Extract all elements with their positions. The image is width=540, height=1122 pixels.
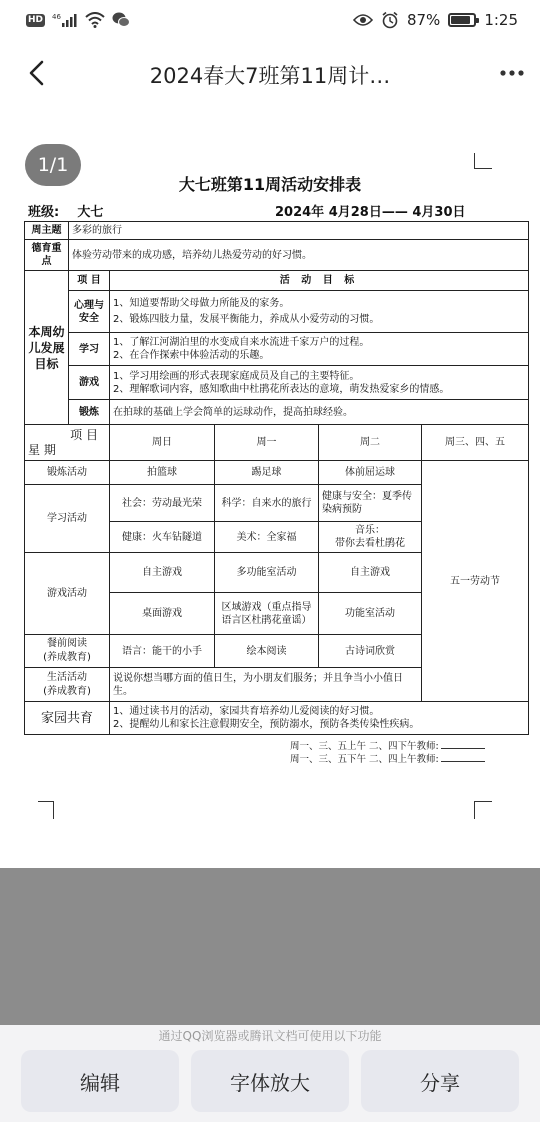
teacher-line-2 [290, 753, 485, 766]
eye-icon [353, 13, 373, 27]
share-button[interactable]: 分享 [361, 1050, 519, 1112]
day-header: 周一 [215, 425, 319, 461]
back-arrow-icon[interactable] [22, 58, 52, 88]
game-cell: 多功能室活动 [215, 553, 319, 593]
game-cell: 区域游戏（重点指导语言区杜鹃花童谣） [215, 593, 319, 635]
life-label: 生活活动 (养成教育) [25, 668, 110, 702]
table-row [25, 291, 529, 333]
class-info [28, 201, 103, 220]
study-cell: 音乐： 带你去看杜鹃花 [319, 522, 422, 553]
goal-item: 锻炼 [69, 400, 110, 425]
edit-button[interactable]: 编辑 [21, 1050, 179, 1112]
table-row [25, 461, 529, 485]
page-indicator: 1/1 [25, 144, 81, 186]
table-row [25, 333, 529, 366]
corner-bottom: 星 期 [28, 442, 56, 457]
exercise-cell: 拍篮球 [110, 461, 215, 485]
game-cell: 桌面游戏 [110, 593, 215, 635]
table-row [25, 222, 529, 240]
schedule-table [24, 221, 529, 735]
sheet-title: 大七班第11周活动安排表 [178, 175, 362, 194]
holiday-cell: 五一劳动节 [422, 461, 529, 702]
wifi-icon [85, 12, 105, 28]
network-type: 46 [52, 13, 61, 21]
goals-label: 本周幼儿发展目标 [25, 271, 69, 425]
class-label: 班级: [28, 205, 60, 220]
reading-cell: 语言：能干的小手 [110, 635, 215, 668]
table-row [25, 400, 529, 425]
status-bar [0, 0, 540, 40]
home-value: 1、通过读书月的活动，家园共育培养幼儿爱阅读的好习惯。 2、提醒幼儿和家长注意假期安全，预防溺水，预防各类传染性疾病。 [110, 702, 529, 735]
study-label: 学习活动 [25, 485, 110, 553]
reading-label: 餐前阅读 (养成教育) [25, 635, 110, 668]
study-cell: 健康与安全：夏季传染病预防 [319, 485, 422, 522]
teacher-line-1-text: 周一、三、五上午 二、四下午教师: [290, 741, 439, 752]
moral-label: 德育重点 [25, 240, 69, 271]
font-enlarge-button[interactable]: 字体放大 [191, 1050, 349, 1112]
feature-hint: 通过QQ浏览器或腾讯文档可使用以下功能 [158, 1029, 382, 1043]
table-row [25, 240, 529, 271]
day-header: 周日 [110, 425, 215, 461]
wechat-icon [112, 12, 130, 28]
table-row [25, 702, 529, 735]
goal-text: 1、知道要帮助父母做力所能及的家务。 2、锻炼四肢力量，发展平衡能力，养成从小爱劳动的习惯。 [110, 291, 529, 333]
status-right [353, 11, 518, 29]
study-cell: 美术：全家福 [215, 522, 319, 553]
date-range: 2024年 4月28日—— 4月30日 [275, 205, 466, 220]
bottom-action-bar [0, 1025, 540, 1122]
crop-mark-bottom-left [38, 801, 54, 819]
crop-mark-top-right [474, 153, 492, 169]
life-value: 说说你想当哪方面的值日生，为小朋友们服务；并且争当小小值日生。 [110, 668, 422, 702]
game-cell: 自主游戏 [319, 553, 422, 593]
day-header: 周三、四、五 [422, 425, 529, 461]
goals-header-target: 活 动 目 标 [110, 271, 529, 291]
cellular-signal-icon [52, 12, 78, 28]
goal-item: 心理与安全 [69, 291, 110, 333]
day-header: 周二 [319, 425, 422, 461]
goal-text: 在拍球的基础上学会简单的运球动作，提高拍球经验。 [110, 400, 529, 425]
goals-header-item: 项 目 [69, 271, 110, 291]
goal-text: 1、学习用绘画的形式表现家庭成员及自己的主要特征。 2、理解歌词内容，感知歌曲中杜鹃花所表达的意境，萌发热爱家乡的情感。 [110, 366, 529, 400]
hd-icon: HD [28, 14, 44, 25]
game-cell: 自主游戏 [110, 553, 215, 593]
exercise-cell: 踢足球 [215, 461, 319, 485]
exercise-label: 锻炼活动 [25, 461, 110, 485]
theme-value: 多彩的旅行 [69, 222, 529, 240]
teacher-line-2-text: 周一、三、五下午 二、四上午教师: [290, 754, 439, 765]
game-cell: 功能室活动 [319, 593, 422, 635]
title-bar [0, 40, 540, 108]
goal-text: 1、了解江河湖泊里的水变成自来水流进千家万户的过程。 2、在合作探索中体验活动的乐趣。 [110, 333, 529, 366]
study-cell: 社会：劳动最光荣 [110, 485, 215, 522]
study-cell: 健康：火车钻隧道 [110, 522, 215, 553]
document-viewer[interactable] [0, 108, 540, 868]
alarm-icon [381, 11, 399, 29]
document-title: 2024春大7班第11周计… [149, 64, 391, 88]
reading-cell: 古诗词欣赏 [319, 635, 422, 668]
theme-label: 周主题 [25, 222, 69, 240]
status-left [26, 12, 130, 28]
clock: 1:25 [484, 11, 518, 29]
exercise-cell: 体前屈运球 [319, 461, 422, 485]
study-cell: 科学：自来水的旅行 [215, 485, 319, 522]
more-options-icon[interactable] [498, 62, 526, 84]
corner-header [25, 425, 110, 461]
corner-top: 项 目 [70, 427, 98, 442]
table-row [25, 271, 529, 291]
crop-mark-bottom-right [474, 801, 492, 819]
battery-fill [451, 16, 470, 24]
goal-item: 学习 [69, 333, 110, 366]
battery-icon [448, 13, 476, 27]
reading-cell: 绘本阅读 [215, 635, 319, 668]
empty-viewer-area [0, 868, 540, 1025]
class-value: 大七 [77, 205, 104, 220]
goal-item: 游戏 [69, 366, 110, 400]
battery-percent: 87% [406, 11, 441, 29]
table-row [25, 425, 529, 461]
table-row [25, 366, 529, 400]
moral-value: 体验劳动带来的成功感，培养幼儿热爱劳动的好习惯。 [69, 240, 529, 271]
home-label: 家园共育 [25, 702, 110, 735]
game-label: 游戏活动 [25, 553, 110, 635]
teacher-line-1 [290, 740, 485, 753]
